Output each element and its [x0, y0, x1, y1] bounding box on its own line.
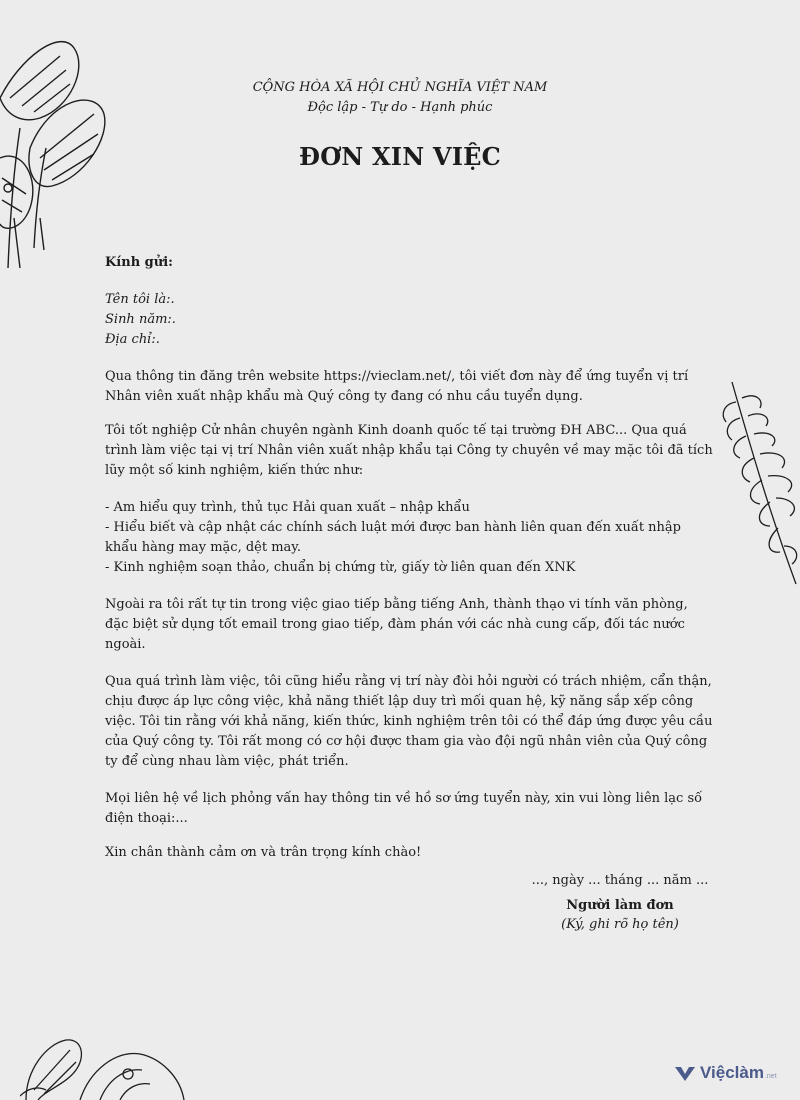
- skill-bullet: - Hiểu biết và cập nhật các chính sách luật mới được ban hành liên quan đến xuất nhập khẩu hàng may mặc, dệt may.: [105, 520, 681, 555]
- letter-body: [105, 253, 715, 863]
- flower-illustration: [20, 1030, 190, 1100]
- document-title: ĐƠN XIN VIỆC: [299, 142, 501, 171]
- signature-note: (Ký, ghi rõ họ tên): [561, 917, 679, 932]
- vieclam-logo: [674, 1063, 777, 1083]
- logo-text: Việclàm: [700, 1063, 764, 1082]
- motivation-paragraph: Qua quá trình làm việc, tôi cũng hiểu rằng vị trí này đòi hỏi người có trách nhiệm, cẩn thận, chịu được áp lực công việc, khả năng thiết lập duy trì mối quan hệ, kỹ năng sắp xếp công việc. Tôi tin rằng với khả năng, kiến thức, kinh nghiệm trên tôi có thể đáp ứng được yêu cầu của Quý công ty. Tôi rất mong có cơ hội được tham gia vào đội ngũ nhân viên của Quý công ty để cùng nhau làm việc, phát triển.: [105, 674, 713, 769]
- education-paragraph: Tôi tốt nghiệp Cử nhân chuyên ngành Kinh doanh quốc tế tại trường ĐH ABC... Qua quá trình làm việc tại vị trí Nhân viên xuất nhập khẩu tại Công ty chuyên về may mặc tôi đã tích lũy một số kinh nghiệm, kiến thức như:: [105, 423, 713, 478]
- contact-paragraph: Mọi liên hệ về lịch phỏng vấn hay thông tin về hồ sơ ứng tuyển này, xin vui lòng liên lạc số điện thoại:...: [105, 791, 703, 826]
- skill-bullet: - Kinh nghiệm soạn thảo, chuẩn bị chứng từ, giấy tờ liên quan đến XNK: [105, 560, 576, 575]
- language-paragraph: Ngoài ra tôi rất tự tin trong việc giao tiếp bằng tiếng Anh, thành thạo vi tính văn phòng, đặc biệt sử dụng tốt email trong giao tiếp, đàm phán với các nhà cung cấp, đối tác nước ngoài.: [105, 597, 688, 652]
- intro-paragraph: Qua thông tin đăng trên website https://vieclam.net/, tôi viết đơn này để ứng tuyển vị trí Nhân viên xuất nhập khẩu mà Quý công ty đang có nhu cầu tuyển dụng.: [105, 369, 689, 404]
- fern-leaf-illustration: [718, 378, 800, 588]
- greeting-line: Kính gửi:: [105, 255, 173, 270]
- logo-suffix: .net: [764, 1073, 777, 1080]
- motto-heading: Độc lập - Tự do - Hạnh phúc: [307, 100, 493, 115]
- date-line: ..., ngày ... tháng ... năm ...: [531, 873, 709, 888]
- logo-chevron-icon: [674, 1065, 696, 1083]
- nation-heading: CỘNG HÒA XÃ HỘI CHỦ NGHĨA VIỆT NAM: [252, 80, 548, 95]
- birth-line: Sinh năm:.: [105, 312, 176, 327]
- address-line: Địa chỉ:.: [105, 332, 160, 347]
- skill-bullet: - Am hiểu quy trình, thủ tục Hải quan xuất – nhập khẩu: [105, 500, 470, 515]
- signer-label: Người làm đơn: [566, 898, 674, 913]
- name-line: Tên tôi là:.: [105, 292, 175, 307]
- closing-line: Xin chân thành cảm ơn và trân trọng kính chào!: [105, 845, 422, 860]
